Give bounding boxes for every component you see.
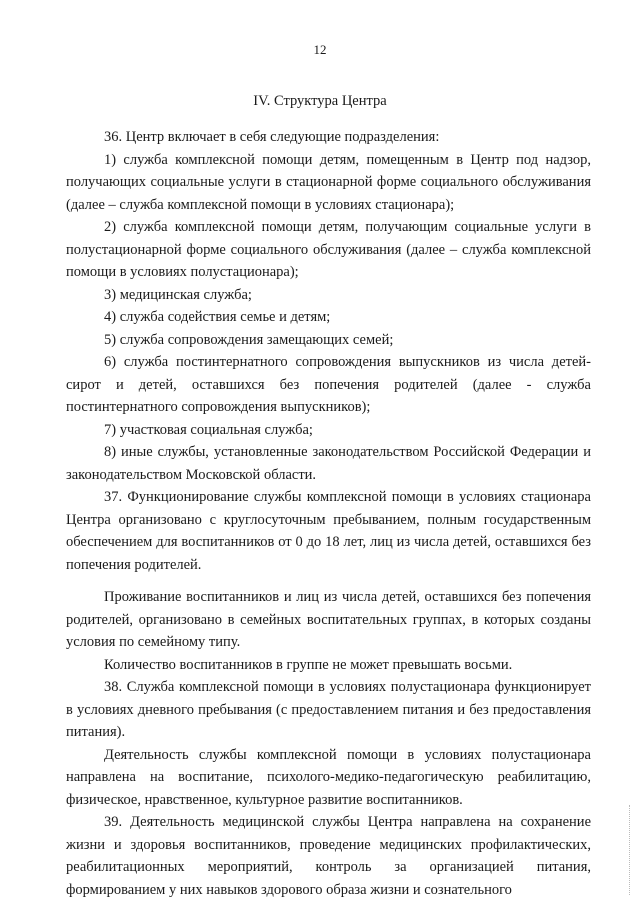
list-item: 5) служба сопровождения замещающих семей; [104,331,394,348]
list-item: 8) иные службы, установленные законодательством Российской Федерации и законодательством Московской области. [66,444,591,483]
paragraph: 36. Центр включает в себя следующие подразделения: [104,129,440,145]
paragraph: 38. Служба комплексной помощи в условиях полустационара функционирует в условиях дневного пребывания (с предоставлением питания и без предоставления питания). [66,679,591,740]
section-title: IV. Структура Центра [253,93,387,109]
list-item: 2) служба комплексной помощи детям, получающим социальные услуги в полустационарной форме социального обслуживания (далее – служба комплексной помощи в условиях полустационара); [66,219,591,280]
paragraph: Количество воспитанников в группе не может превышать восьми. [104,656,513,673]
document-body [66,126,591,901]
list-item: 6) служба постинтернатного сопровождения выпускников из числа детей-сирот и детей, оставшихся без попечения родителей (далее - служба постинтернатного сопровождения выпускников); [66,354,591,415]
page-number: 12 [313,42,327,57]
paragraph: 39. Деятельность медицинской службы Центра направлена на сохранение жизни и здоровья воспитанников, проведение медицинских профилактических, реабилитационных мероприятий, контроль за организацией питания, формированием у них навыков здорового образа жизни и сознательного [66,814,591,898]
paragraph: Деятельность службы комплексной помощи в условиях полустационара направлена на воспитание, психолого-медико-педагогическую реабилитацию, физическое, нравственное, культурное развитие воспитанников. [66,746,591,808]
list-item: 4) служба содействия семье и детям; [104,309,331,325]
paragraph: 37. Функционирование службы комплексной помощи в условиях стационара Центра организовано с круглосуточным пребыванием, полным государственным обеспечением для воспитанников от 0 до 18 лет, лиц из числа детей, оставшихся без попечения родителей. [66,489,591,573]
list-item: 3) медицинская служба; [104,286,252,303]
list-item: 7) участковая социальная служба; [104,421,313,438]
paragraph: Проживание воспитанников и лиц из числа детей, оставшихся без попечения родителей, организовано в семейных воспитательных группах, в которых созданы условия по семейному типу. [66,589,591,650]
list-item: 1) служба комплексной помощи детям, помещенным в Центр под надзор, получающих социальные услуги в стационарной форме социального обслуживания (далее – служба комплексной помощи в условиях стационара); [66,151,591,213]
scan-edge-marks [629,805,634,895]
